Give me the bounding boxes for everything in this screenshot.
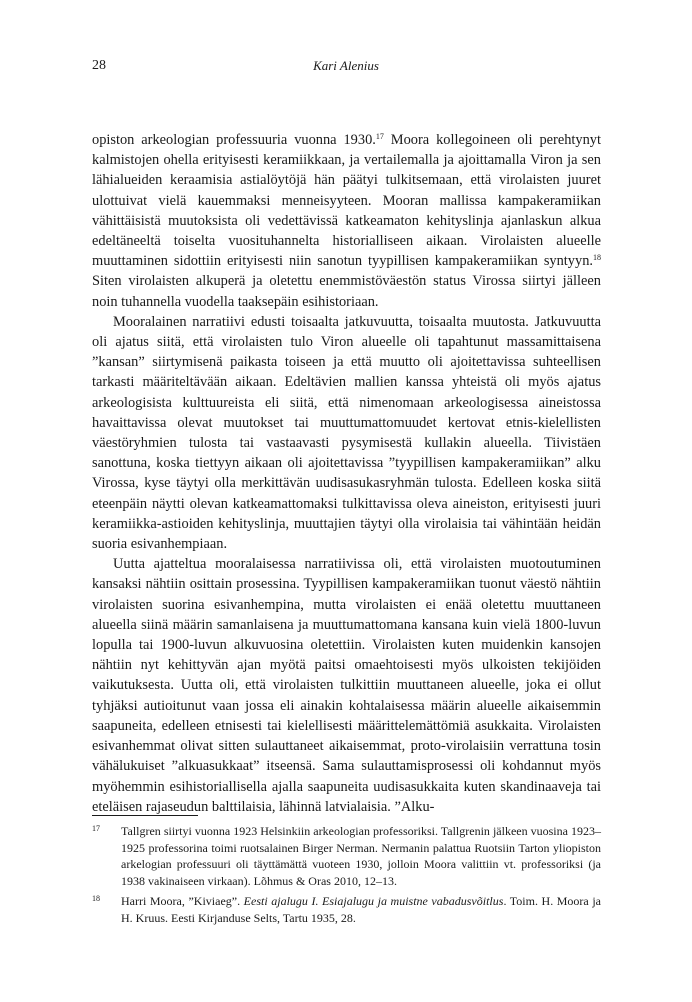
page-number: 28 (92, 58, 106, 73)
footnote-ref-17[interactable]: 17 (375, 132, 384, 141)
footnote-ref-18[interactable]: 18 (593, 253, 601, 263)
running-head: Kari Alenius (313, 58, 379, 73)
footnote-17 (92, 823, 601, 889)
body-text (92, 130, 601, 817)
footnote-divider (92, 815, 198, 816)
footnote-text-a: Harri Moora, ”Kiviaeg”. (121, 894, 244, 909)
footnote-book-title: Eesti ajalugu I. Esiajalugu ja muistne vabadusvõitlus (243, 894, 504, 909)
paragraph-1-part-c: Siten virolaisten alkuperä ja oletettu enemmistöväestön status Virossa siirtyi jälleen noin tuhannella vuodella taaksepäin esihistoriaan. (92, 273, 601, 310)
footnote-mark: 18 (92, 894, 100, 904)
footnote-text-b: . Toim. H. Moora ja H. Kruus. Eesti Kirjanduse Selts, Tartu 1935, 28. (121, 894, 601, 925)
paragraph-3: Uutta ajatteltua mooralaisessa narratiivissa oli, että virolaisten muotoutuminen kansaksi nähtiin osittain prosessina. Tyypillisen kampakeramiikan tuonut väestö nähtiin virolaisten suorina esivanhempina, mutta virolaisten ei enää oletettu muuttaneen alueella siinä määrin samanlaisena ja muuttumattomana kansana kuin vielä 1800-luvun lopulla tai 1900-luvun alkuvuosina oletettiin. Virolaisten kuten muidenkin kansojen nähtiin nyt kehittyvän ajan myötä paitsi omaehtoisesti myös ulkoisten tekijöiden vaikutuksesta. Uutta oli, että virolaisten tulkittiin muuttaneen alueelle, joka ei ollut tyhjäksi autioitunut vaan jossa eli ainakin kohtalaisessa määrin alueelle aikaisemmin saapuneita, edelleen etnisesti tai kielellisesti määrittelemättömiä asukkaita. Virolaisten esivanhemmat olivat sitten sulauttaneet aikaisemmat, proto-virolaisiin verrattuna tosin vähälukuiset ”alkuasukkaat” itseensä. Sama sulauttamisprosessi oli kohdannut myös myöhemmin esihistoriallisella ajalla saapuneita uudisasukkaita kuten skandinaaveja tai eteläisen rajaseudun balttilaisia, lähinnä latvialaisia. ”Alku- (92, 556, 601, 815)
paragraph-1-part-a: opiston arkeologian professuuria vuonna 1930. (92, 132, 376, 148)
footnote-text: Tallgren siirtyi vuonna 1923 Helsinkiin arkeologian professoriksi. Tallgrenin jälkeen vuosina 1923–1925 professorina toimi ruotsalainen Birger Nerman. Nermanin palattua Ruotsiin Tarton yliopiston arkelogian professuuri oli täyttämättä vuoteen 1930, jolloin Moora valittiin vt. professoriksi (ja 1938 vakinaiseen virkaan). Lõhmus & Oras 2010, 12–13. (121, 824, 601, 888)
footnotes (92, 823, 601, 931)
footnote-mark: 17 (92, 824, 100, 833)
paragraph-1 (92, 130, 601, 312)
paragraph-1-part-b: Moora kollegoineen oli perehtynyt kalmistojen ohella erityisesti keramiikkaan, ja vertailemalla ja ajoittamalla Viron ja sen lähialueiden keraamisia astialöytöjä hän päätyi tulkitsemaan, että virolaisten juuret ulottuivat vielä kauemmaksi menneisyyteen. Mooran mallissa kampakeramiikan vähittäisistä muutoksista oli vedettävissä katkeamaton kehityslinja ajanlaskun alkua edeltäneeltä toiselta vuosituhannelta historialliseen aikaan. Virolaisten alueelle muuttaminen sidottiin erityisesti niin sanotun tyypillisen kampakeramiikan syntyyn. (92, 132, 601, 270)
footnote-18 (92, 893, 601, 926)
paragraph-2: Mooralainen narratiivi edusti toisaalta jatkuvuutta, toisaalta muutosta. Jatkuvuutta oli ajatus siitä, että virolaisten tulo Viron alueelle oli tapahtunut massamittaisena ”kansan” siirtymisenä paikasta toiseen ja että muutto oli ajoitettavissa suhteellisen tarkasti määriteltävään aikaan. Edeltävien mallien kanssa yhteistä oli myös ajatus arkeologisista kulttuureista eli siitä, että nimenomaan arkeologisessa aineistossa havaittavissa olevat muutokset tai muuttumattomuudet kertovat etnis-kielellisten väestöryhmien tulosta tai vastaavasti pysymisestä kullakin alueella. Tiivistäen sanottuna, koska tiettyyn aikaan oli ajoitettavissa ”tyypillisen kampakeramiikan” alku Virossa, kyse täytyi olla merkittävän uudisasukasryhmän tulosta. Edelleen koska siitä eteenpäin näytti olevan katkeamattomaksi tulkittavissa oleva aineiston, erityisesti juuri keramiikka-astioiden kehityslinja, muuttajien täytyi olla virolaisia tai vähintään heidän suoria esivanhempiaan. (92, 313, 601, 553)
